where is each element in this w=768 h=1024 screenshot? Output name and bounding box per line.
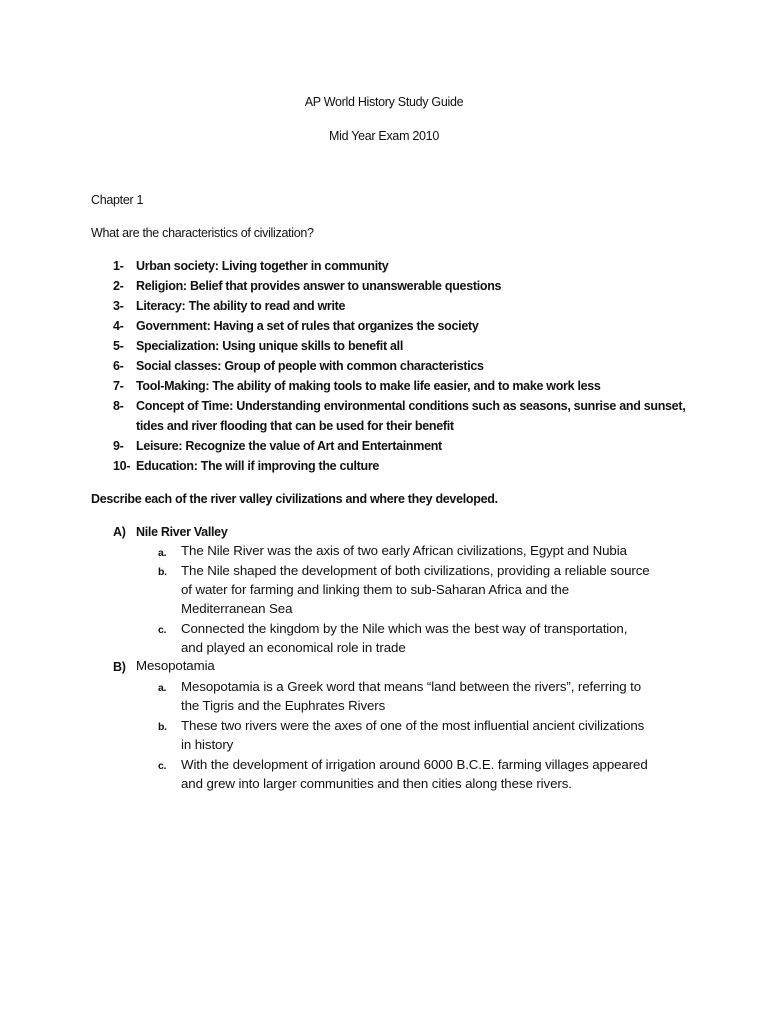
- list-item-text: Religion: Belief that provides answer to unanswerable questions: [136, 279, 502, 293]
- list-item-number: 4-: [113, 319, 124, 333]
- list-item-number: 2-: [113, 279, 124, 293]
- list-item-text-continuation: tides and river flooding that can be used for their benefit: [136, 419, 454, 433]
- point-text: The Nile River was the axis of two early African civilizations, Egypt and Nubia: [181, 543, 627, 558]
- section-marker: B): [113, 660, 126, 674]
- question-river-valleys: Describe each of the river valley civilizations and where they developed.: [91, 492, 498, 506]
- list-item-text: Concept of Time: Understanding environmental conditions such as seasons, sunrise and sunset,: [136, 399, 686, 413]
- point-text: the Tigris and the Euphrates Rivers: [181, 698, 386, 713]
- list-item-text: Education: The will if improving the culture: [136, 459, 380, 473]
- point-text: Mesopotamia is a Greek word that means “land between the rivers”, referring to: [181, 679, 642, 694]
- point-text: and played an economical role in trade: [181, 640, 406, 655]
- section-title-nile: Nile River Valley: [136, 525, 228, 539]
- point-marker: a.: [158, 682, 167, 694]
- point-text: Connected the kingdom by the Nile which was the best way of transportation,: [181, 621, 628, 636]
- point-marker: b.: [158, 566, 167, 578]
- list-item-number: 10-: [113, 459, 131, 473]
- section-title-mesopotamia: Mesopotamia: [136, 658, 215, 673]
- point-marker: b.: [158, 721, 167, 733]
- list-item-text: Tool-Making: The ability of making tools to make life easier, and to make work less: [136, 379, 601, 393]
- list-item-number: 9-: [113, 439, 124, 453]
- list-item-number: 8-: [113, 399, 124, 413]
- list-item-number: 7-: [113, 379, 124, 393]
- point-text: These two rivers were the axes of one of the most influential ancient civilizations: [181, 718, 645, 733]
- point-marker: c.: [158, 760, 167, 772]
- list-item-text: Literacy: The ability to read and write: [136, 299, 346, 313]
- point-marker: a.: [158, 547, 167, 559]
- point-text: The Nile shaped the development of both civilizations, providing a reliable source: [181, 563, 650, 578]
- point-text: Mediterranean Sea: [181, 601, 293, 616]
- document-title: AP World History Study Guide: [304, 95, 464, 109]
- list-item-number: 3-: [113, 299, 124, 313]
- list-item-text: Specialization: Using unique skills to benefit all: [136, 339, 403, 353]
- list-item-text: Leisure: Recognize the value of Art and Entertainment: [136, 439, 442, 453]
- point-text: and grew into larger communities and then cities along these rivers.: [181, 776, 572, 791]
- list-item-text: Urban society: Living together in community: [136, 259, 389, 273]
- point-text: of water for farming and linking them to sub-Saharan Africa and the: [181, 582, 569, 597]
- list-item-text: Social classes: Group of people with common characteristics: [136, 359, 484, 373]
- point-marker: c.: [158, 624, 167, 636]
- list-item-number: 1-: [113, 259, 124, 273]
- section-marker: A): [113, 525, 126, 539]
- document-subtitle: Mid Year Exam 2010: [329, 129, 439, 143]
- list-item-number: 5-: [113, 339, 124, 353]
- point-text: With the development of irrigation around 6000 B.C.E. farming villages appeared: [181, 757, 648, 772]
- question-characteristics: What are the characteristics of civilization?: [91, 226, 314, 240]
- list-item-number: 6-: [113, 359, 124, 373]
- point-text: in history: [181, 737, 234, 752]
- list-item-text: Government: Having a set of rules that organizes the society: [136, 319, 479, 333]
- chapter-heading: Chapter 1: [91, 193, 144, 207]
